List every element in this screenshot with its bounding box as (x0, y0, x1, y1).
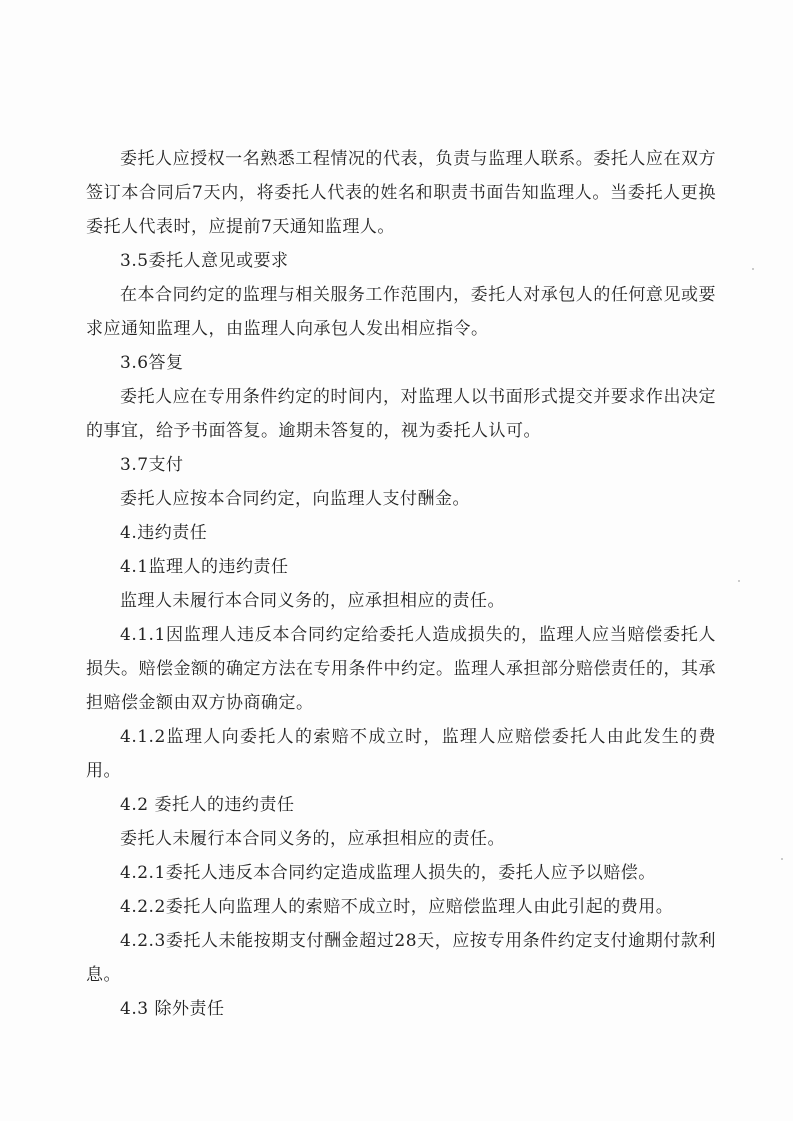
section-heading: 4.1监理人的违约责任 (120, 557, 289, 577)
section-heading: 4.违约责任 (120, 523, 208, 543)
section-heading: 3.6答复 (120, 353, 184, 373)
paragraph: 4.2.2委托人向监理人的索赔不成立时，应赔偿监理人由此引起的费用。 (120, 897, 674, 917)
document-body (86, 142, 716, 1026)
paragraph: 4.1.2监理人向委托人的索赔不成立时，监理人应赔偿委托人由此发生的费用。 (86, 727, 716, 781)
section-heading: 3.7支付 (120, 455, 184, 475)
scan-speck (738, 580, 740, 582)
paragraph: 4.2.3委托人未能按期支付酬金超过28天，应按专用条件约定支付逾期付款利息。 (86, 931, 716, 985)
paragraph: 委托人应授权一名熟悉工程情况的代表，负责与监理人联系。委托人应在双方签订本合同后7天内，将委托人代表的姓名和职责书面告知监理人。当委托人更换委托人代表时，应提前7天通知监理人。 (86, 149, 716, 237)
section-heading: 4.2 委托人的违约责任 (120, 795, 295, 815)
paragraph: 在本合同约定的监理与相关服务工作范围内，委托人对承包人的任何意见或要求应通知监理人，由监理人向承包人发出相应指令。 (86, 285, 716, 339)
section-heading: 4.3 除外责任 (120, 999, 225, 1019)
scan-speck (781, 858, 783, 860)
paragraph: 4.2.1委托人违反本合同约定造成监理人损失的，委托人应予以赔偿。 (120, 863, 656, 883)
scan-speck (752, 268, 754, 270)
paragraph: 监理人未履行本合同义务的，应承担相应的责任。 (120, 591, 505, 611)
paragraph: 委托人未履行本合同义务的，应承担相应的责任。 (120, 829, 505, 849)
paragraph: 委托人应在专用条件约定的时间内，对监理人以书面形式提交并要求作出决定的事宜，给予书面答复。逾期未答复的，视为委托人认可。 (86, 387, 716, 441)
paragraph: 4.1.1因监理人违反本合同约定给委托人造成损失的，监理人应当赔偿委托人损失。赔偿金额的确定方法在专用条件中约定。监理人承担部分赔偿责任的，其承担赔偿金额由双方协商确定。 (86, 625, 716, 713)
paragraph: 委托人应按本合同约定，向监理人支付酬金。 (120, 489, 470, 509)
section-heading: 3.5委托人意见或要求 (120, 251, 289, 271)
